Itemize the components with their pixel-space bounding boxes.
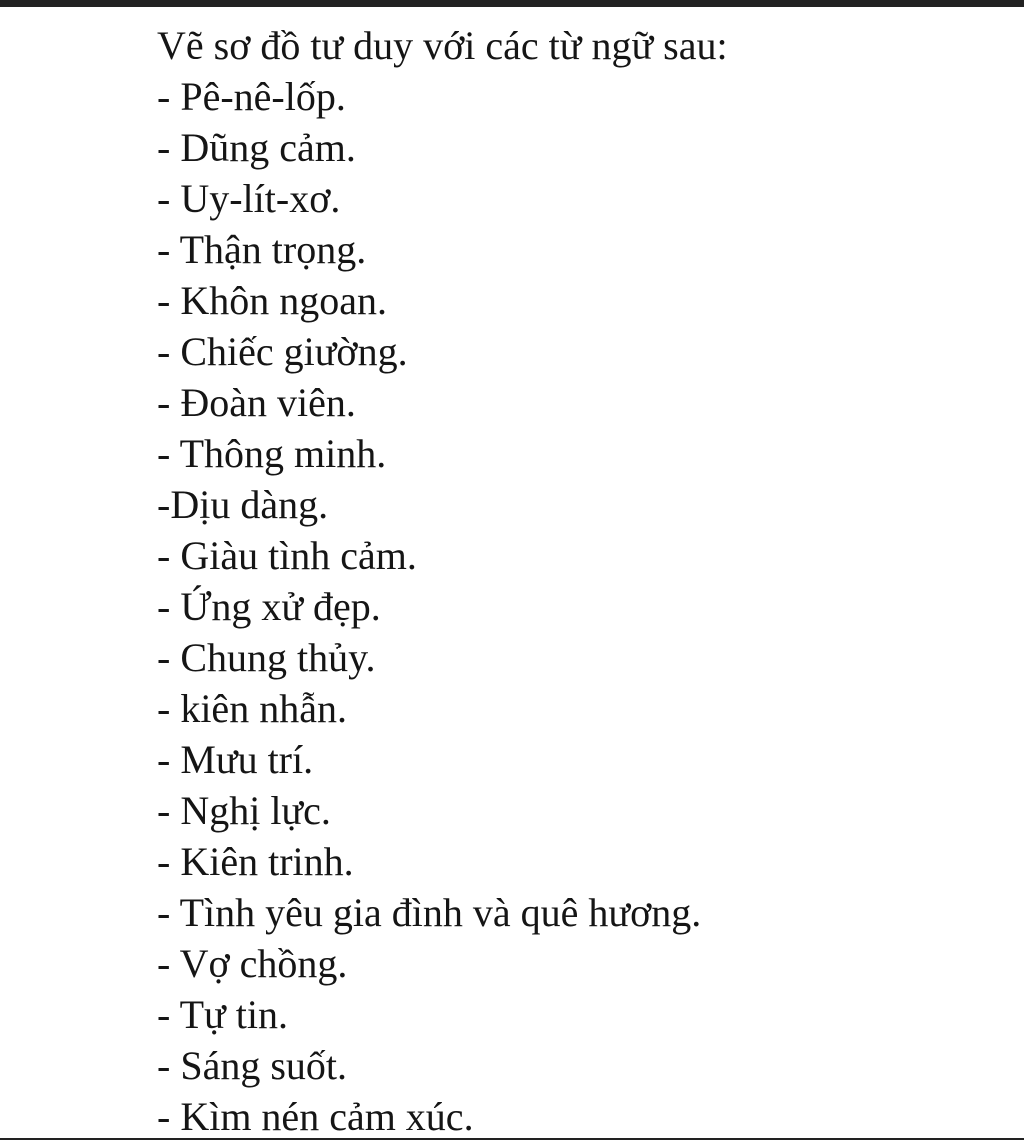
document-page bbox=[0, 7, 1024, 1138]
list-item: - Nghị lực. bbox=[157, 788, 331, 833]
list-item: - Tự tin. bbox=[157, 992, 288, 1037]
list-item: - kiên nhẫn. bbox=[157, 686, 347, 731]
list-item: - Chung thủy. bbox=[157, 635, 376, 680]
list-item: - Kìm nén cảm xúc. bbox=[157, 1094, 474, 1138]
list-item: - Kiên trinh. bbox=[157, 839, 354, 884]
list-item: - Uy-lít-xơ. bbox=[157, 176, 341, 221]
list-item: - Đoàn viên. bbox=[157, 380, 356, 425]
list-item: - Vợ chồng. bbox=[157, 941, 348, 986]
document-heading: Vẽ sơ đồ tư duy với các từ ngữ sau: bbox=[157, 23, 728, 68]
list-item: - Thận trọng. bbox=[157, 227, 367, 272]
list-item: - Khôn ngoan. bbox=[157, 278, 387, 323]
list-item: -Dịu dàng. bbox=[157, 482, 329, 527]
list-item: - Giàu tình cảm. bbox=[157, 533, 417, 578]
list-item: - Chiếc giường. bbox=[157, 329, 408, 374]
list-item: - Pê-nê-lốp. bbox=[157, 74, 346, 119]
list-item: - Tình yêu gia đình và quê hương. bbox=[157, 890, 702, 935]
list-item: - Dũng cảm. bbox=[157, 125, 356, 170]
list-item: - Thông minh. bbox=[157, 431, 387, 476]
list-item: - Ứng xử đẹp. bbox=[157, 584, 381, 629]
list-item: - Mưu trí. bbox=[157, 737, 314, 782]
document-content bbox=[157, 20, 1014, 1138]
list-item: - Sáng suốt. bbox=[157, 1043, 347, 1088]
